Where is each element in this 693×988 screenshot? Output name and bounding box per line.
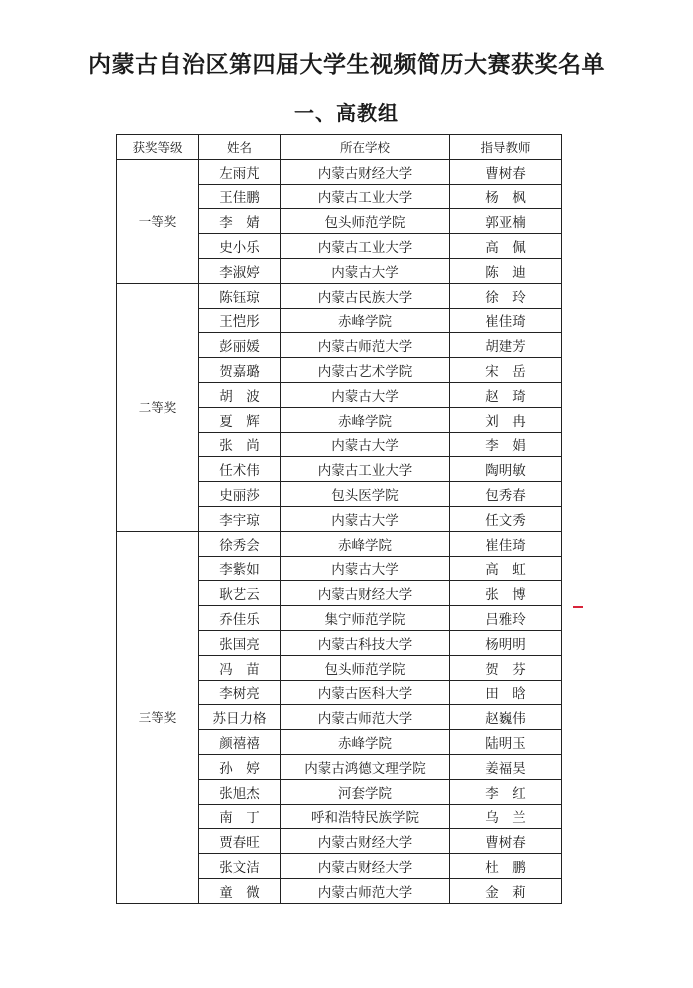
student-name-cell: 孙 婷 [199,754,281,779]
student-name-cell: 贾春旺 [199,829,281,854]
school-cell: 内蒙古财经大学 [281,581,450,606]
advisor-cell: 宋 岳 [450,358,562,383]
school-cell: 内蒙古工业大学 [281,234,450,259]
student-name-cell: 任术伟 [199,457,281,482]
advisor-cell: 高 佩 [450,234,562,259]
advisor-cell: 姜福昊 [450,754,562,779]
school-cell: 内蒙古财经大学 [281,159,450,184]
school-cell: 赤峰学院 [281,531,450,556]
advisor-cell: 金 莉 [450,878,562,903]
school-cell: 内蒙古科技大学 [281,630,450,655]
advisor-cell: 包秀春 [450,482,562,507]
student-name-cell: 史小乐 [199,234,281,259]
header-school: 所在学校 [281,135,450,160]
advisor-cell: 徐 玲 [450,283,562,308]
table-row [117,283,562,308]
advisor-cell: 张 博 [450,581,562,606]
school-cell: 包头师范学院 [281,655,450,680]
school-cell: 包头师范学院 [281,209,450,234]
student-name-cell: 胡 波 [199,382,281,407]
advisor-cell: 陈 迪 [450,258,562,283]
student-name-cell: 王佳鹏 [199,184,281,209]
school-cell: 呼和浩特民族学院 [281,804,450,829]
student-name-cell: 徐秀会 [199,531,281,556]
advisor-cell: 田 晗 [450,680,562,705]
school-cell: 内蒙古师范大学 [281,705,450,730]
header-level: 获奖等级 [117,135,199,160]
school-cell: 内蒙古大学 [281,506,450,531]
advisor-cell: 胡建芳 [450,333,562,358]
advisor-cell: 贺 芬 [450,655,562,680]
student-name-cell: 张旭杰 [199,779,281,804]
school-cell: 赤峰学院 [281,308,450,333]
school-cell: 内蒙古民族大学 [281,283,450,308]
school-cell: 内蒙古艺术学院 [281,358,450,383]
advisor-cell: 崔佳琦 [450,308,562,333]
student-name-cell: 左雨芃 [199,159,281,184]
student-name-cell: 苏日力格 [199,705,281,730]
school-cell: 内蒙古大学 [281,432,450,457]
student-name-cell: 陈钰琼 [199,283,281,308]
student-name-cell: 张 尚 [199,432,281,457]
advisor-cell: 乌 兰 [450,804,562,829]
award-level-cell: 三等奖 [117,531,199,903]
school-cell: 内蒙古工业大学 [281,184,450,209]
advisor-cell: 高 虹 [450,556,562,581]
school-cell: 内蒙古师范大学 [281,878,450,903]
school-cell: 内蒙古医科大学 [281,680,450,705]
student-name-cell: 乔佳乐 [199,606,281,631]
advisor-cell: 崔佳琦 [450,531,562,556]
school-cell: 内蒙古财经大学 [281,854,450,879]
school-cell: 内蒙古大学 [281,382,450,407]
awards-table [116,134,562,904]
student-name-cell: 南 丁 [199,804,281,829]
school-cell: 赤峰学院 [281,730,450,755]
award-level-cell: 二等奖 [117,283,199,531]
student-name-cell: 李宇琼 [199,506,281,531]
advisor-cell: 刘 冉 [450,407,562,432]
school-cell: 内蒙古师范大学 [281,333,450,358]
school-cell: 内蒙古工业大学 [281,457,450,482]
advisor-cell: 赵 琦 [450,382,562,407]
advisor-cell: 李 娟 [450,432,562,457]
red-pen-mark [573,606,583,608]
advisor-cell: 吕雅玲 [450,606,562,631]
advisor-cell: 陶明敏 [450,457,562,482]
student-name-cell: 张国亮 [199,630,281,655]
student-name-cell: 李淑婷 [199,258,281,283]
student-name-cell: 夏 辉 [199,407,281,432]
advisor-cell: 杨明明 [450,630,562,655]
student-name-cell: 颜禧禧 [199,730,281,755]
advisor-cell: 李 红 [450,779,562,804]
award-level-cell: 一等奖 [117,159,199,283]
advisor-cell: 任文秀 [450,506,562,531]
advisor-cell: 赵巍伟 [450,705,562,730]
advisor-cell: 杜 鹏 [450,854,562,879]
student-name-cell: 李紫如 [199,556,281,581]
student-name-cell: 李 婧 [199,209,281,234]
student-name-cell: 冯 苗 [199,655,281,680]
advisor-cell: 郭亚楠 [450,209,562,234]
student-name-cell: 童 微 [199,878,281,903]
awards-table-body [117,159,562,903]
student-name-cell: 贺嘉璐 [199,358,281,383]
school-cell: 包头医学院 [281,482,450,507]
section-title: 一、高教组 [294,101,399,125]
student-name-cell: 史丽莎 [199,482,281,507]
student-name-cell: 彭丽媛 [199,333,281,358]
table-header-row [117,135,562,160]
student-name-cell: 张文洁 [199,854,281,879]
advisor-cell: 陆明玉 [450,730,562,755]
school-cell: 内蒙古鸿德文理学院 [281,754,450,779]
header-name: 姓名 [199,135,281,160]
table-row [117,531,562,556]
school-cell: 内蒙古财经大学 [281,829,450,854]
advisor-cell: 杨 枫 [450,184,562,209]
student-name-cell: 王恺彤 [199,308,281,333]
school-cell: 内蒙古大学 [281,556,450,581]
header-advisor: 指导教师 [450,135,562,160]
school-cell: 赤峰学院 [281,407,450,432]
page-title: 内蒙古自治区第四届大学生视频简历大赛获奖名单 [88,51,605,78]
school-cell: 河套学院 [281,779,450,804]
school-cell: 集宁师范学院 [281,606,450,631]
school-cell: 内蒙古大学 [281,258,450,283]
student-name-cell: 耿艺云 [199,581,281,606]
advisor-cell: 曹树春 [450,159,562,184]
table-row [117,159,562,184]
student-name-cell: 李树亮 [199,680,281,705]
advisor-cell: 曹树春 [450,829,562,854]
